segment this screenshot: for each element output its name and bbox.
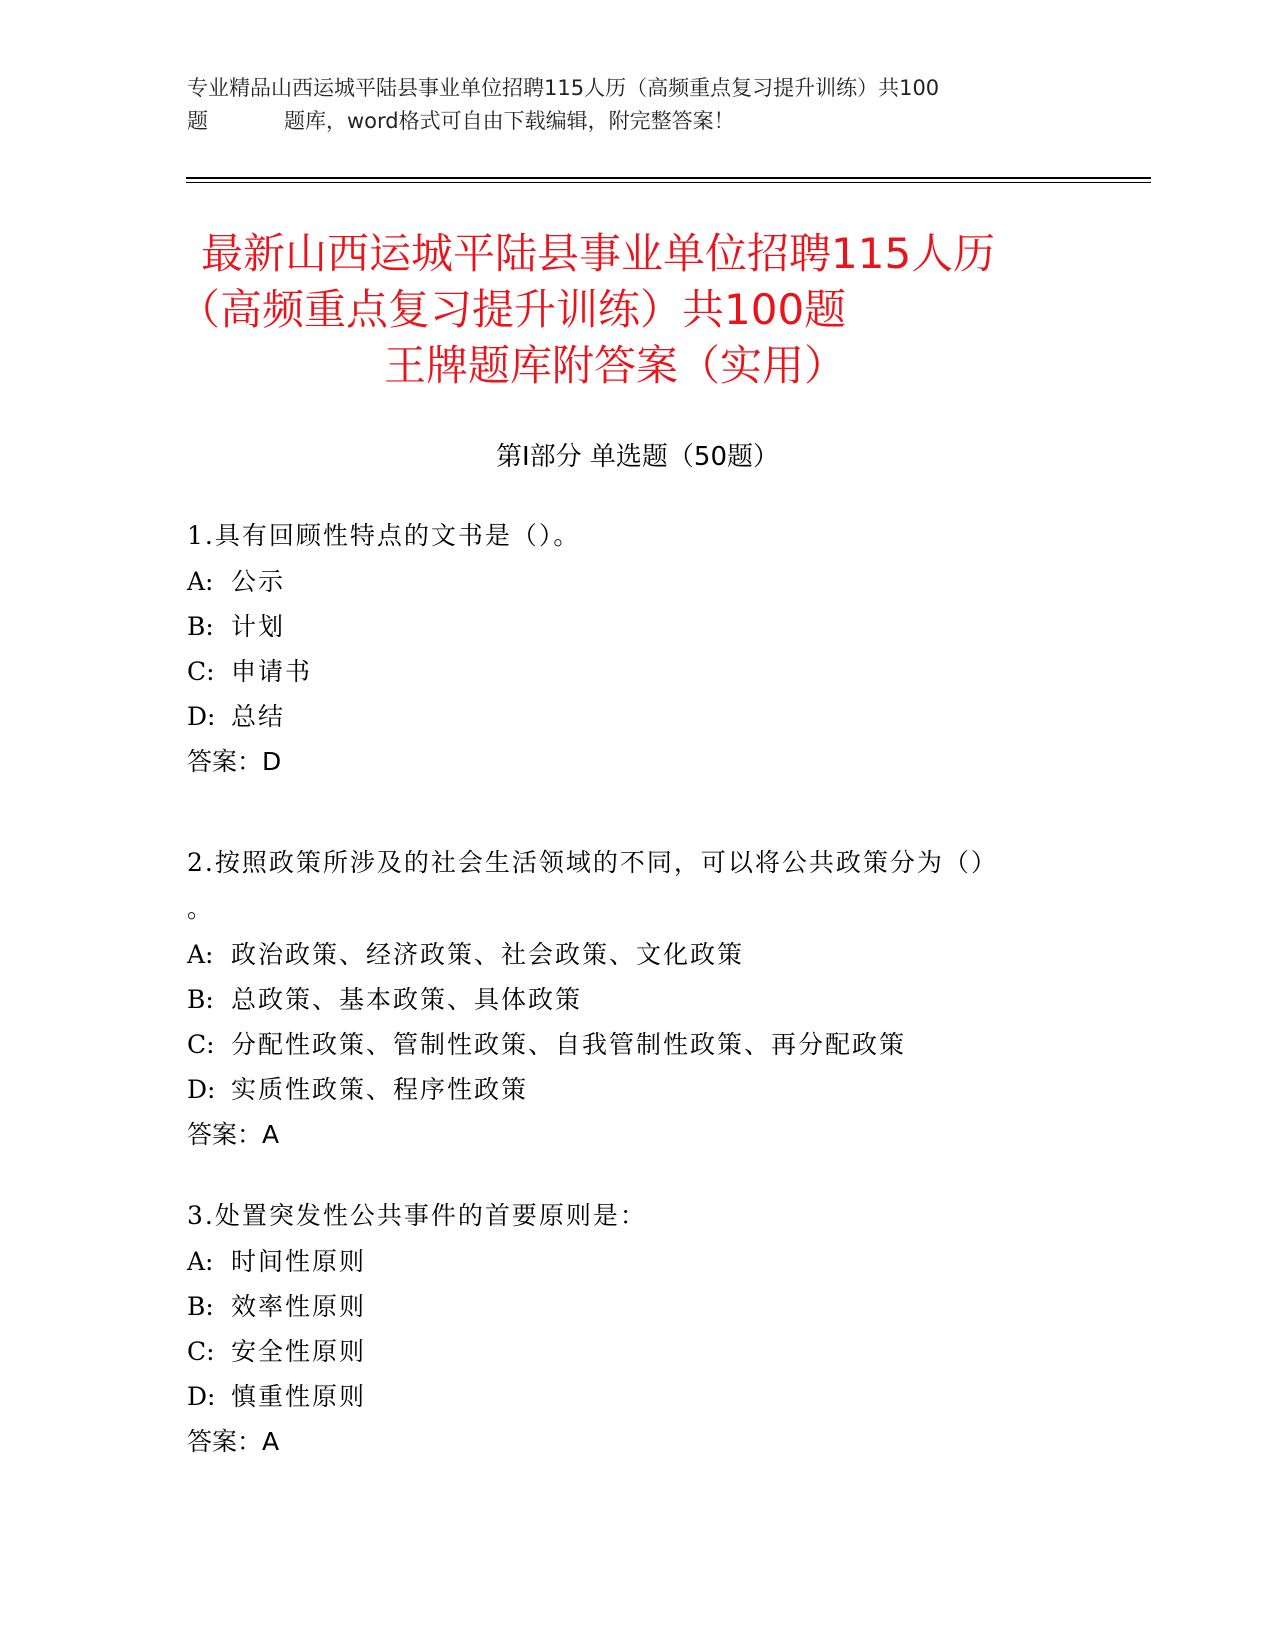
header-line-2-rest: 题库，word格式可自由下载编辑，附完整答案！ [284, 109, 735, 133]
title-line-1: 最新山西运城平陆县事业单位招聘115人历 [201, 229, 996, 278]
option-key: B: [187, 985, 214, 1014]
option-c [187, 1329, 1087, 1374]
question-2 [187, 840, 1087, 1158]
question-1 [187, 513, 1087, 785]
option-a [187, 1239, 1087, 1284]
question-stem: 1.具有回顾性特点的文书是（）。 [187, 521, 581, 550]
question-3 [187, 1193, 1087, 1465]
option-b [187, 1284, 1087, 1329]
option-key: C: [187, 1030, 215, 1059]
option-key: A: [187, 940, 214, 969]
option-key: A: [187, 567, 214, 596]
section-heading: 第Ⅰ部分 单选题（50题） [495, 442, 780, 472]
question-stem-continuation: 。 [187, 894, 215, 923]
option-key: C: [187, 1337, 215, 1366]
option-text: 计划 [231, 612, 286, 641]
answer: 答案：D [187, 747, 282, 776]
option-key: D: [187, 702, 216, 731]
option-key: D: [187, 1075, 216, 1104]
option-text: 效率性原则 [231, 1292, 367, 1321]
option-key: B: [187, 612, 214, 641]
option-text: 实质性政策、程序性政策 [231, 1075, 529, 1104]
option-d [187, 694, 1087, 739]
option-a [187, 559, 1087, 604]
option-text: 公示 [231, 567, 286, 596]
option-text: 时间性原则 [231, 1247, 367, 1276]
option-text: 安全性原则 [231, 1337, 367, 1366]
question-stem: 3.处置突发性公共事件的首要原则是： [187, 1201, 647, 1230]
option-c [187, 649, 1087, 694]
option-text: 政治政策、经济政策、社会政策、文化政策 [231, 940, 745, 969]
header-divider-thick [186, 177, 1151, 179]
option-a [187, 932, 1087, 977]
option-key: B: [187, 1292, 214, 1321]
header-line-2-start: 题 [187, 109, 208, 133]
option-text: 慎重性原则 [231, 1382, 367, 1411]
option-b [187, 604, 1087, 649]
option-key: D: [187, 1382, 216, 1411]
option-text: 总结 [231, 702, 286, 731]
title-line-2: （高频重点复习提升训练）共100题 [178, 285, 847, 334]
option-key: C: [187, 657, 215, 686]
header-line-1: 专业精品山西运城平陆县事业单位招聘115人历（高频重点复习提升训练）共100 [187, 76, 940, 100]
header-line-2 [187, 105, 1087, 138]
option-d [187, 1374, 1087, 1419]
page-header [187, 72, 1087, 138]
option-text: 申请书 [231, 657, 313, 686]
title-line-3: 王牌题库附答案（实用） [384, 341, 847, 390]
option-b [187, 977, 1087, 1022]
option-text: 分配性政策、管制性政策、自我管制性政策、再分配政策 [231, 1030, 907, 1059]
option-d [187, 1067, 1087, 1112]
option-c [187, 1022, 1087, 1067]
question-stem: 2.按照政策所涉及的社会生活领域的不同，可以将公共政策分为（） [187, 848, 998, 877]
answer: 答案：A [187, 1427, 280, 1456]
option-text: 总政策、基本政策、具体政策 [231, 985, 583, 1014]
answer: 答案：A [187, 1120, 280, 1149]
header-divider-thin [186, 182, 1151, 183]
option-key: A: [187, 1247, 214, 1276]
